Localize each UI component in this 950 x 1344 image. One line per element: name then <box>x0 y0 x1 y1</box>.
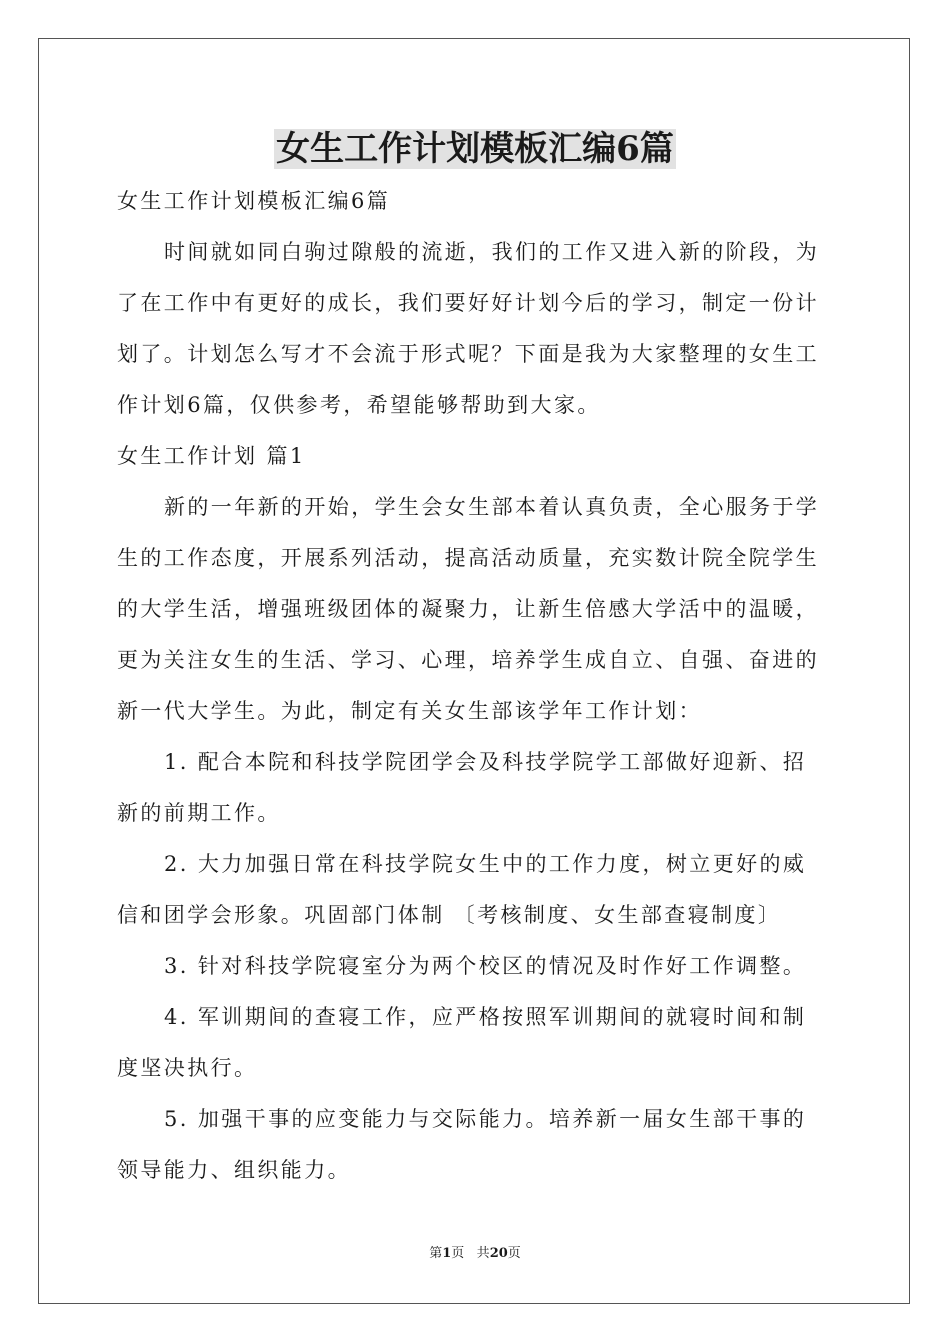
total-prefix: 共 <box>476 1246 490 1261</box>
page-number: 1 <box>442 1246 452 1261</box>
body-line: 的大学生活，增强班级团体的凝聚力，让新生倍感大学活中的温暖， <box>117 597 819 621</box>
body-line: 3. 针对科技学院寝室分为两个校区的情况及时作好工作调整。 <box>164 954 807 978</box>
body-line: 女生工作计划模板汇编6篇 <box>117 189 391 213</box>
body-line: 更为关注女生的生活、学习、心理，培养学生成自立、自强、奋进的 <box>117 648 819 672</box>
document-body <box>117 176 837 1196</box>
total-suffix: 页 <box>507 1246 521 1261</box>
total-pages: 20 <box>489 1246 508 1261</box>
body-line: 了在工作中有更好的成长，我们要好好计划今后的学习，制定一份计 <box>117 291 819 315</box>
body-line: 生的工作态度，开展系列活动，提高活动质量，充实数计院全院学生 <box>117 546 819 570</box>
body-line: 新的一年新的开始，学生会女生部本着认真负责，全心服务于学 <box>164 495 820 519</box>
body-line: 新一代大学生。为此，制定有关女生部该学年工作计划： <box>117 699 702 723</box>
body-line: 女生工作计划 篇1 <box>117 444 306 468</box>
page-footer <box>0 1244 950 1264</box>
body-line: 领导能力、组织能力。 <box>117 1158 351 1182</box>
document-title-text: 女生工作计划模板汇编6篇 <box>276 129 674 169</box>
body-line: 度坚决执行。 <box>117 1056 258 1080</box>
body-line: 2. 大力加强日常在科技学院女生中的工作力度，树立更好的威 <box>164 852 807 876</box>
body-line: 1. 配合本院和科技学院团学会及科技学院学工部做好迎新、招 <box>164 750 807 774</box>
document-title <box>0 126 950 172</box>
page-prefix: 第 <box>429 1246 443 1261</box>
body-line: 4. 军训期间的查寝工作，应严格按照军训期间的就寝时间和制 <box>164 1005 807 1029</box>
page-suffix: 页 <box>451 1246 465 1261</box>
body-line: 新的前期工作。 <box>117 801 281 825</box>
body-line: 信和团学会形象。巩固部门体制 〔考核制度、女生部查寝制度〕 <box>117 903 782 927</box>
body-line: 5. 加强干事的应变能力与交际能力。培养新一届女生部干事的 <box>164 1107 807 1131</box>
body-line: 划了。计划怎么写才不会流于形式呢？下面是我为大家整理的女生工 <box>117 342 819 366</box>
body-line: 时间就如同白驹过隙般的流逝，我们的工作又进入新的阶段，为 <box>164 240 820 264</box>
body-line: 作计划6篇，仅供参考，希望能够帮助到大家。 <box>117 393 601 417</box>
